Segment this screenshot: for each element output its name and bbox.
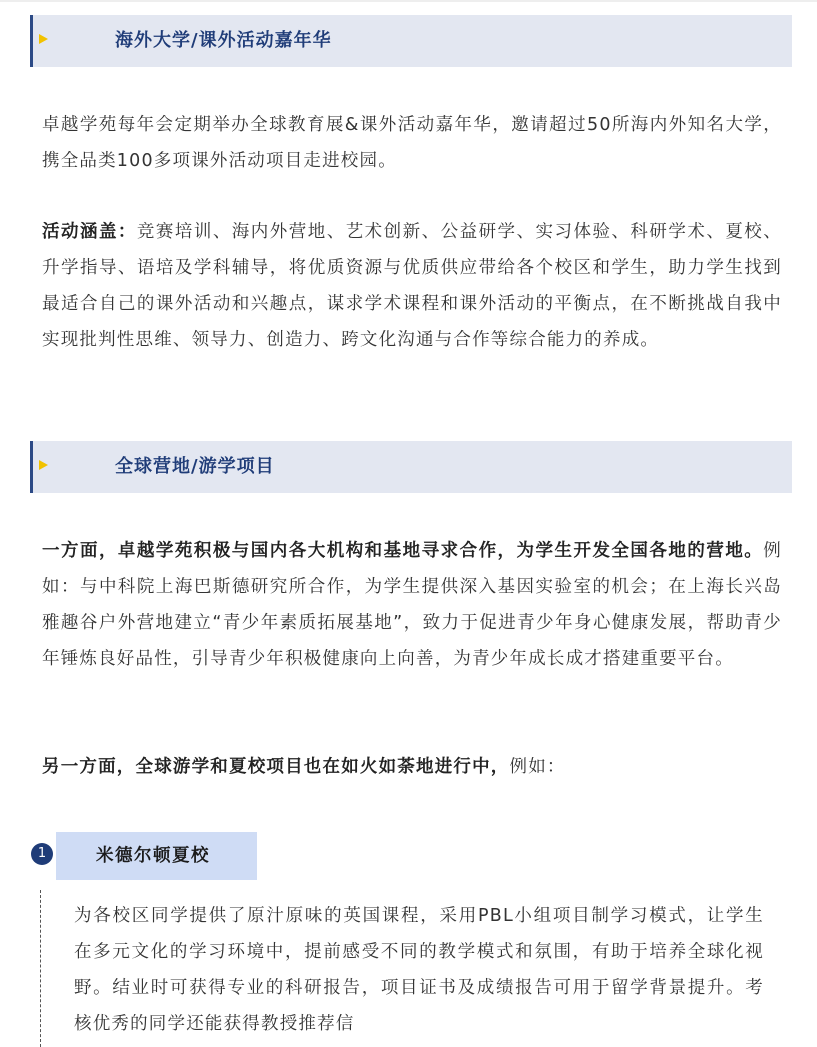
study-tour-text: 例如：: [509, 757, 566, 777]
program-number-badge: 1: [31, 843, 53, 865]
activities-paragraph: [42, 214, 782, 358]
dashed-timeline-divider: [40, 890, 41, 1047]
section-title: 全球营地/游学项目: [115, 456, 275, 477]
section-title: 海外大学/课外活动嘉年华: [115, 30, 332, 51]
intro-paragraph: 卓越学苑每年会定期举办全球教育展&课外活动嘉年华，邀请超过50所海内外知名大学，携全品类100多项课外活动项目走进校园。: [42, 115, 782, 171]
activities-text: 竞赛培训、海内外营地、艺术创新、公益研学、实习体验、科研学术、夏校、升学指导、语培及学科辅导，将优质资源与优质供应带给各个校区和学生，助力学生找到最适合自己的课外活动和兴趣点，谋求学术课程和课外活动的平衡点，在不断挑战自我中实现批判性思维、领导力、创造力、跨文化沟通与合作等综合能力的养成。: [42, 222, 782, 350]
top-divider: [0, 0, 817, 2]
camps-lead: 一方面，卓越学苑积极与国内各大机构和基地寻求合作，为学生开发全国各地的营地。: [42, 541, 764, 561]
study-tour-lead: 另一方面，全球游学和夏校项目也在如火如荼地进行中，: [42, 757, 510, 777]
camps-text: 例如：与中科院上海巴斯德研究所合作，为学生提供深入基因实验室的机会；在上海长兴岛雅趣谷户外营地建立“青少年素质拓展基地”，致力于促进青少年身心健康发展，帮助青少年锤炼良好品性，引导青少年积极健康向上向善，为青少年成长成才搭建重要平台。: [42, 541, 782, 669]
section-header-overseas-universities: [30, 15, 792, 67]
triangle-bullet-icon: [39, 460, 48, 470]
triangle-bullet-icon: [39, 34, 48, 44]
program-title: 米德尔顿夏校: [96, 846, 210, 866]
study-tour-paragraph: [42, 749, 782, 785]
camps-paragraph: [42, 533, 782, 677]
program-description: 为各校区同学提供了原汁原味的英国课程，采用PBL小组项目制学习模式，让学生在多元文化的学习环境中，提前感受不同的教学模式和氛围，有助于培养全球化视野。结业时可获得专业的科研报告，项目证书及成绩报告可用于留学背景提升。考核优秀的同学还能获得教授推荐信: [74, 906, 764, 1034]
section-header-global-camps: [30, 441, 792, 493]
activities-lead: 活动涵盖：: [42, 222, 137, 242]
program-header-middleton: [56, 832, 257, 880]
